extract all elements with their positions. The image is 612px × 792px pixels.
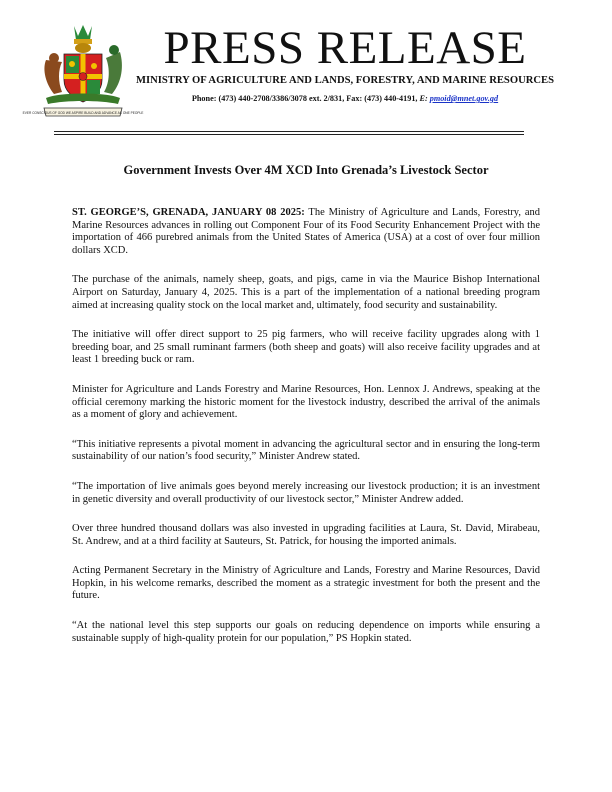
page-title: PRESS RELEASE — [163, 22, 527, 74]
article-headline: Government Invests Over 4M XCD Into Grenada’s Livestock Sector — [123, 163, 489, 177]
paragraph-2: The purchase of the animals, namely sheep, goats, and pigs, came in via the Maurice Bishop International Airport on Saturday, January 4, 2025. This is a part of the implementation of a national breeding program aimed at increasing quality stock on the local market and, ultimately, food security and sustainability. — [72, 274, 540, 311]
paragraph-3: The initiative will offer direct support to 25 pig farmers, who will receive facility upgrades along with 1 breeding boar, and 25 small ruminant farmers (both sheep and goats) will also receive facility upgrades and at least 1 breeding buck or ram. — [72, 329, 540, 366]
paragraph-6: “The importation of live animals goes beyond merely increasing our livestock production; it is an investment in genetic diversity and overall productivity of our livestock sector,” Minister Andrew added. — [72, 480, 540, 505]
coat-of-arms-logo — [22, 22, 144, 120]
paragraph-4: Minister for Agriculture and Lands Forestry and Marine Resources, Hon. Lennox J. Andrews, speaking at the official ceremony marking the historic moment for the livestock industry, described the arrival of the animals as a moment of glory and achievement. — [72, 383, 540, 421]
dateline: ST. GEORGE’S, GRENADA, JANUARY 08 2025: — [72, 207, 305, 218]
email-label: E: — [419, 94, 428, 103]
letterhead — [135, 24, 555, 105]
paragraph-8: Acting Permanent Secretary in the Ministry of Agriculture and Lands, Forestry and Marine Resources, David Hopkin, in his welcome remarks, described the moment as a strategic investment for both the present and the future. — [72, 565, 540, 602]
paragraph-7: Over three hundred thousand dollars was also invested in upgrading facilities at Laura, St. David, Mirabeau, St. Andrew, and at a third facility at Sauteurs, St. Patrick, for housing the imported animals. — [72, 523, 540, 547]
email-link[interactable]: pmoid@mnet.gov.gd — [429, 94, 499, 103]
paragraph-1-text: The Ministry of Agriculture and Lands, Forestry, and Marine Resources advances in rolling out Component Four of its Food Security Enhancement Project with the importation of 466 purebred animals from the United States of America (USA) at a cost of over four million dollars XCD. — [72, 207, 541, 256]
header-divider-top — [54, 131, 524, 132]
ministry-name: MINISTRY OF AGRICULTURE AND LANDS, FORESTRY, AND MARINE RESOURCES — [136, 75, 554, 86]
article-body — [72, 207, 540, 662]
paragraph-9: “At the national level this step supports our goals on reducing dependence on imports while ensuring a sustainable supply of high-quality protein for our population,” PS Hopkin stated. — [72, 620, 540, 644]
paragraph-1 — [72, 207, 540, 257]
header-divider-bottom — [54, 134, 524, 135]
phone-fax-text: Phone: (473) 440-2708/3386/3078 ext. 2/831, Fax: (473) 440-4191, — [191, 94, 420, 103]
crest-motto: EVER CONSCIOUS OF GOD WE ASPIRE BUILD AND ADVANCE AS ONE PEOPLE — [22, 111, 144, 115]
contact-line — [135, 93, 555, 105]
coat-of-arms-icon — [22, 22, 144, 120]
paragraph-5: “This initiative represents a pivotal moment in advancing the agricultural sector and in ensuring the long-term sustainability of our nation’s food security,” Minister Andrew stated. — [72, 438, 540, 463]
